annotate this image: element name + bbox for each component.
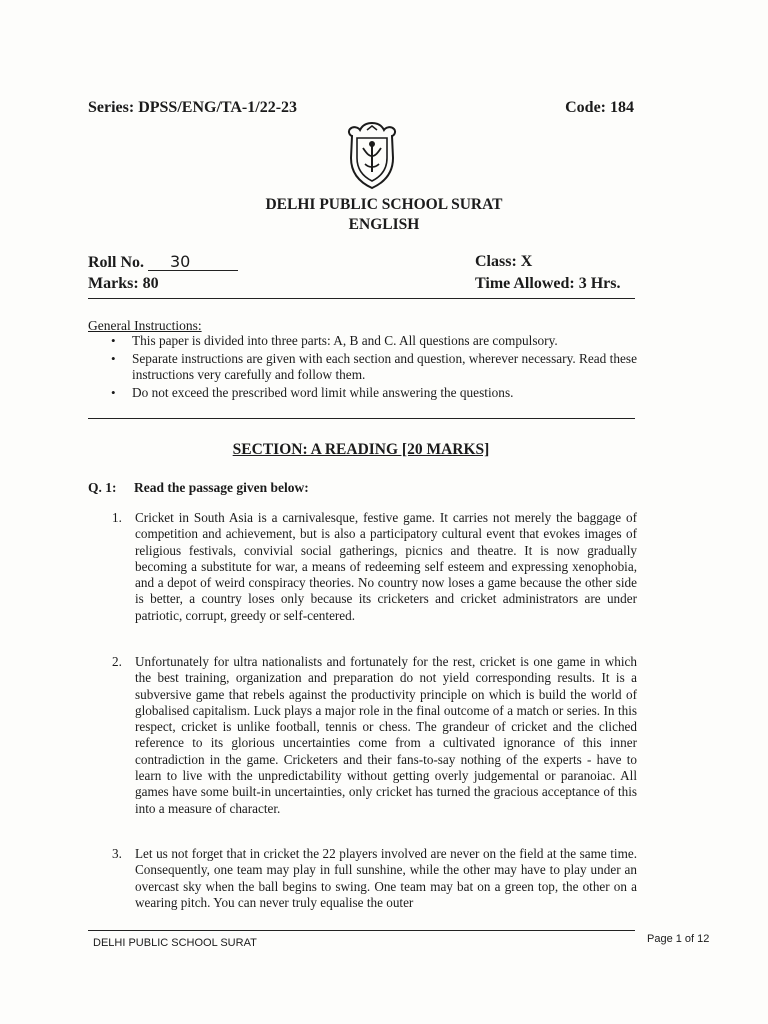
instructions-heading: General Instructions:	[88, 318, 202, 333]
instruction-item: • This paper is divided into three parts: A, B and C. All questions are compulsory.	[108, 333, 648, 350]
header-divider	[88, 298, 635, 299]
roll-label: Roll No.	[88, 254, 144, 271]
paragraph-number: 2.	[112, 654, 122, 669]
passage-paragraph	[112, 510, 637, 624]
footer-school-name: DELHI PUBLIC SCHOOL SURAT	[93, 937, 257, 949]
instructions-list	[108, 333, 648, 402]
paragraph-number: 1.	[112, 510, 122, 525]
passage-paragraph	[112, 846, 637, 911]
paper-code: Code: 184	[565, 99, 634, 116]
instruction-item: • Do not exceed the prescribed word limit while answering the questions.	[108, 385, 648, 402]
school-crest-icon	[343, 120, 401, 190]
total-marks: Marks: 80	[88, 275, 159, 292]
subject-title: ENGLISH	[348, 216, 420, 233]
school-name: DELHI PUBLIC SCHOOL SURAT	[265, 196, 503, 213]
paragraph-text: Unfortunately for ultra nationalists and fortunately for the rest, cricket is one game in which the best training, organization and preparation do not yield corresponding results. It is a subversive game that rebels against the productivity principle on which is build the world of globalised capitalism. Luck plays a major role in the final outcome of a match or series. In this respect, cricket is unlike football, tennis or chess. The grandeur of cricket and the cliched reference to its glorious uncertainties come from a cultivated ignorance of this inner contradiction in the game. Cricketers and their fans-to-say nothing of the experts - have to learn to live with the unpredictability without getting overly judgemental or paranoiac. All games have some built-in uncertainties, only cricket has turned the gracious acceptance of this into a measure of character.	[135, 654, 637, 816]
question-text: Read the passage given below:	[134, 480, 309, 495]
page-number: Page 1 of 12	[647, 933, 710, 945]
instruction-item: • Separate instructions are given with each section and question, wherever necessary. Read these instructions very carefully and follow them.	[108, 351, 648, 384]
question-number: Q. 1:	[88, 480, 117, 495]
roll-number-value: 30	[148, 253, 238, 271]
series-code: Series: DPSS/ENG/TA-1/22-23	[88, 99, 298, 116]
section-title: SECTION: A READING [20 MARKS]	[232, 441, 490, 458]
roll-number-field	[88, 253, 238, 272]
time-allowed: Time Allowed: 3 Hrs.	[475, 275, 621, 292]
paragraph-text: Cricket in South Asia is a carnivalesque, festive game. It carries not merely the baggage of competition and achievement, but is also a participatory cultural event that evokes images of religious festivals, convivial social gatherings, picnics and theatre. It is now gradually becoming a substitute for war, a means of redeeming self esteem and expressing xenophobia, and a depot of weird conspiracy theories. No country now loses a game because the other side is better, a country loses only because its cricketers and cricket administrators are under patriotic, corrupt, greedy or self-centered.	[135, 510, 637, 623]
instructions-divider	[88, 418, 635, 419]
footer-divider	[88, 930, 635, 931]
paragraph-number: 3.	[112, 846, 122, 861]
class-label: Class: X	[475, 253, 533, 270]
passage-paragraph	[112, 654, 637, 817]
paragraph-text: Let us not forget that in cricket the 22 players involved are never on the field at the same time. Consequently, one team may play in full sunshine, while the other may have to play under an overcast sky when the ball begins to swing. One team may bat on a green top, the other on a wearing pitch. You can never truly equalise the outer	[135, 846, 637, 910]
